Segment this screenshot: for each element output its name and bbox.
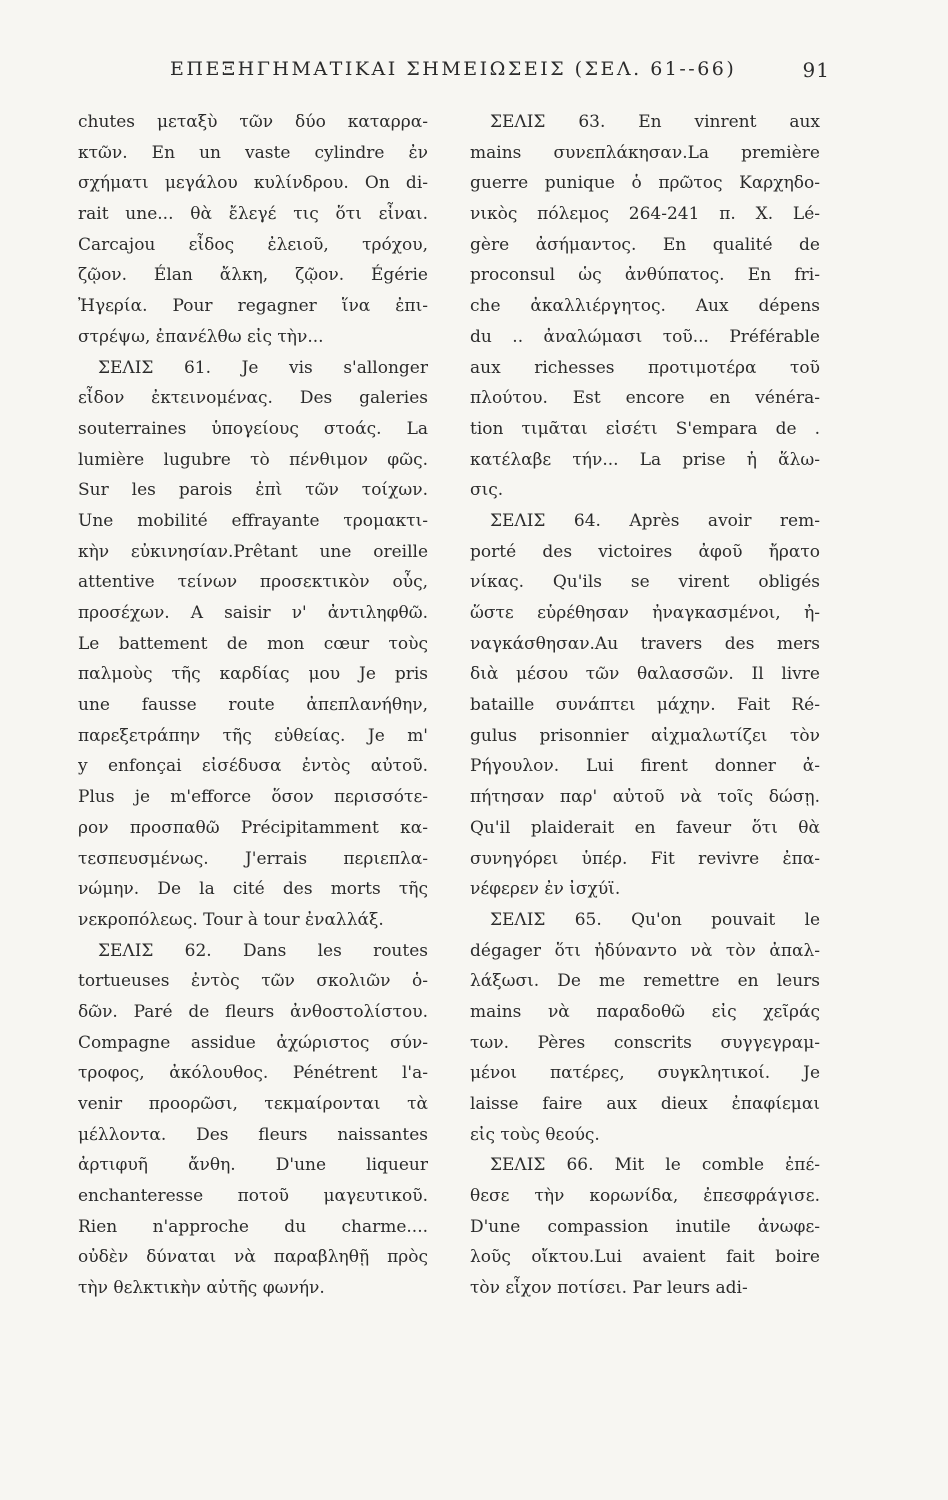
text-line: ὥστε εὑρέθησαν ἠναγκασμένοι, ἠ- bbox=[470, 603, 820, 623]
text-line: οὐδὲν δύναται νὰ παραβληθῇ πρὸς bbox=[78, 1247, 428, 1268]
running-header bbox=[150, 58, 830, 88]
text-line: τὴν θελκτικὴν αὐτῆς φωνήν. bbox=[78, 1278, 325, 1299]
text-line: bataille συνάπτει μάχην. Fait Ré- bbox=[470, 695, 820, 716]
text-line: τὸν εἶχον ποτίσει. Par leurs adi- bbox=[470, 1278, 748, 1299]
text-line: εἶδον ἐκτεινομένας. Des galeries bbox=[78, 388, 428, 409]
text-line: Plus je m'efforce ὅσον περισσότε- bbox=[78, 787, 428, 808]
text-line: ναγκάσθησαν.Au travers des mers bbox=[470, 633, 820, 654]
text-line: chutes μεταξὺ τῶν δύο καταρρα- bbox=[78, 112, 428, 132]
text-line: une fausse route ἀπεπλανήθην, bbox=[78, 695, 428, 716]
text-line: Qu'il plaiderait en faveur ὅτι θὰ bbox=[470, 817, 820, 838]
text-line: κτῶν. En un vaste cylindre ἐν bbox=[78, 142, 428, 163]
text-line: λάξωσι. De me remettre en leurs bbox=[470, 971, 820, 992]
text-line: ΣΕΛΙΣ 61. Je vis s'allonger bbox=[98, 357, 428, 378]
text-line: σις. bbox=[470, 480, 504, 501]
text-line: mains συνεπλάκησαν.La première bbox=[470, 142, 820, 163]
text-line: guerre punique ὁ πρῶτος Καρχηδο- bbox=[470, 173, 820, 194]
text-line: venir προορῶσι, τεκμαίρονται τὰ bbox=[78, 1094, 428, 1114]
text-line: Le battement de mon cœur τοὺς bbox=[78, 633, 428, 654]
text-line: ρον προσπαθῶ Précipitamment κα- bbox=[78, 817, 428, 838]
text-line: των. Pères conscrits συγγεγραμ- bbox=[470, 1032, 820, 1053]
text-line: ΣΕΛΙΣ 65. Qu'on pouvait le bbox=[490, 909, 820, 930]
right-column bbox=[470, 107, 820, 1304]
text-line: Sur les parois ἐπὶ τῶν τοίχων. bbox=[78, 480, 428, 501]
text-line: νέφερεν ἐν ἰσχύϊ. bbox=[470, 879, 621, 900]
text-line: παρεξετράπην τῆς εὐθείας. Je m' bbox=[78, 725, 428, 746]
text-line: θεσε τὴν κορωνίδα, ἐπεσφράγισε. bbox=[470, 1186, 820, 1207]
text-line: Une mobilité effrayante τρομακτι- bbox=[78, 510, 428, 531]
text-line: aux richesses προτιμοτέρα τοῦ bbox=[470, 357, 820, 378]
text-line: rait une... θὰ ἔλεγέ τις ὅτι εἶναι. bbox=[78, 204, 428, 225]
text-line: ἀρτιφυῆ ἄνθη. D'une liqueur bbox=[78, 1155, 428, 1176]
text-line: Carcajou εἶδος ἐλειοῦ, τρόχου, bbox=[78, 234, 428, 255]
text-line: νεκροπόλεως. Tour à tour ἐναλλάξ. bbox=[78, 909, 384, 930]
text-line: Ἠγερία. Pour regagner ἵνα ἐπι- bbox=[78, 296, 428, 317]
text-line: διὰ μέσου τῶν θαλασσῶν. Il livre bbox=[470, 664, 820, 685]
text-line: Compagne assidue ἀχώριστος σύν- bbox=[78, 1032, 428, 1053]
text-line: gère ἀσήμαντος. En qualité de bbox=[470, 234, 820, 255]
text-line: προσέχων. A saisir ν' ἀντιληφθῶ. bbox=[78, 603, 428, 623]
text-line: che ἀκαλλιέργητος. Aux dépens bbox=[470, 296, 820, 317]
text-line: νικὸς πόλεμος 264-241 π. Χ. Lé- bbox=[470, 204, 820, 225]
text-line: tion τιμᾶται εἰσέτι S'empara de . bbox=[470, 418, 820, 439]
text-line: y enfonçai εἰσέδυσα ἐντὸς αὐτοῦ. bbox=[78, 756, 428, 777]
page-number: 91 bbox=[802, 58, 830, 82]
text-line: κατέλαβε τήν... La prise ἡ ἅλω- bbox=[470, 449, 820, 470]
text-line: τεσπευσμένως. J'errais περιεπλα- bbox=[78, 848, 428, 869]
text-line: Ρήγουλον. Lui firent donner ἀ- bbox=[470, 756, 820, 777]
text-line: laisse faire aux dieux ἐπαφίεμαι bbox=[470, 1094, 820, 1114]
text-line: τροφος, ἀκόλουθος. Pénétrent l'a- bbox=[78, 1063, 428, 1084]
text-line: attentive τείνων προσεκτικὸν οὖς, bbox=[78, 572, 428, 593]
text-line: ΣΕΛΙΣ 62. Dans les routes bbox=[98, 940, 428, 961]
text-line: lumière lugubre τὸ πένθιμον φῶς. bbox=[78, 449, 428, 470]
text-line: ΣΕΛΙΣ 66. Mit le comble ἐπέ- bbox=[490, 1155, 820, 1176]
text-line: κὴν εὐκινησίαν.Prêtant une oreille bbox=[78, 541, 428, 562]
text-line: λοῦς οἴκτου.Lui avaient fait boire bbox=[470, 1247, 820, 1268]
text-line: ζῷον. Élan ἄλκη, ζῷον. Égérie bbox=[78, 265, 428, 286]
text-line: proconsul ὡς ἀνθύπατος. En fri- bbox=[470, 265, 820, 286]
text-line: ΣΕΛΙΣ 64. Après avoir rem- bbox=[490, 510, 820, 531]
text-line: dégager ὅτι ἠδύναντο νὰ τὸν ἀπαλ- bbox=[470, 940, 820, 961]
text-line: εἰς τοὺς θεούς. bbox=[470, 1124, 600, 1145]
text-line: στρέψω, ἐπανέλθω εἰς τὴν... bbox=[78, 326, 324, 347]
text-line: du .. ἀναλώμασι τοῦ... Préférable bbox=[470, 326, 820, 347]
text-line: πλούτου. Est encore en vénéra- bbox=[470, 388, 820, 409]
text-line: νίκας. Qu'ils se virent obligés bbox=[470, 572, 820, 593]
text-line: enchanteresse ποτοῦ μαγευτικοῦ. bbox=[78, 1186, 428, 1207]
text-line: δῶν. Paré de fleurs ἀνθοστολίστου. bbox=[78, 1001, 428, 1022]
text-line: μένοι πατέρες, συγκλητικοί. Je bbox=[470, 1063, 820, 1084]
text-line: tortueuses ἐντὸς τῶν σκολιῶν ὁ- bbox=[78, 971, 428, 992]
text-line: συνηγόρει ὑπέρ. Fit revivre ἐπα- bbox=[470, 848, 820, 869]
text-line: porté des victoires ἀφοῦ ἤρατο bbox=[470, 541, 820, 562]
text-line: mains νὰ παραδοθῶ εἰς χεῖράς bbox=[470, 1001, 820, 1022]
text-line: πήτησαν παρ' αὐτοῦ νὰ τοῖς δώσῃ. bbox=[470, 787, 820, 808]
text-line: D'une compassion inutile ἀνωφε- bbox=[470, 1216, 820, 1237]
header-title: ΕΠΕΞΗΓΗΜΑΤΙΚΑΙ ΣΗΜΕΙΩΣΕΙΣ (ΣΕΛ. 61--66) bbox=[170, 58, 737, 80]
text-line: νώμην. De la cité des morts τῆς bbox=[78, 879, 428, 900]
text-line: gulus prisonnier αἰχμαλωτίζει τὸν bbox=[470, 725, 820, 746]
text-line: μέλλοντα. Des fleurs naissantes bbox=[78, 1124, 428, 1145]
text-line: Rien n'approche du charme.... bbox=[78, 1216, 428, 1237]
left-column bbox=[78, 107, 428, 1304]
text-line: σχήματι μεγάλου κυλίνδρου. On di- bbox=[78, 173, 428, 194]
text-line: souterraines ὑπογείους στοάς. La bbox=[78, 418, 428, 439]
text-line: παλμοὺς τῆς καρδίας μου Je pris bbox=[78, 664, 428, 685]
text-line: ΣΕΛΙΣ 63. En vinrent aux bbox=[490, 112, 820, 132]
